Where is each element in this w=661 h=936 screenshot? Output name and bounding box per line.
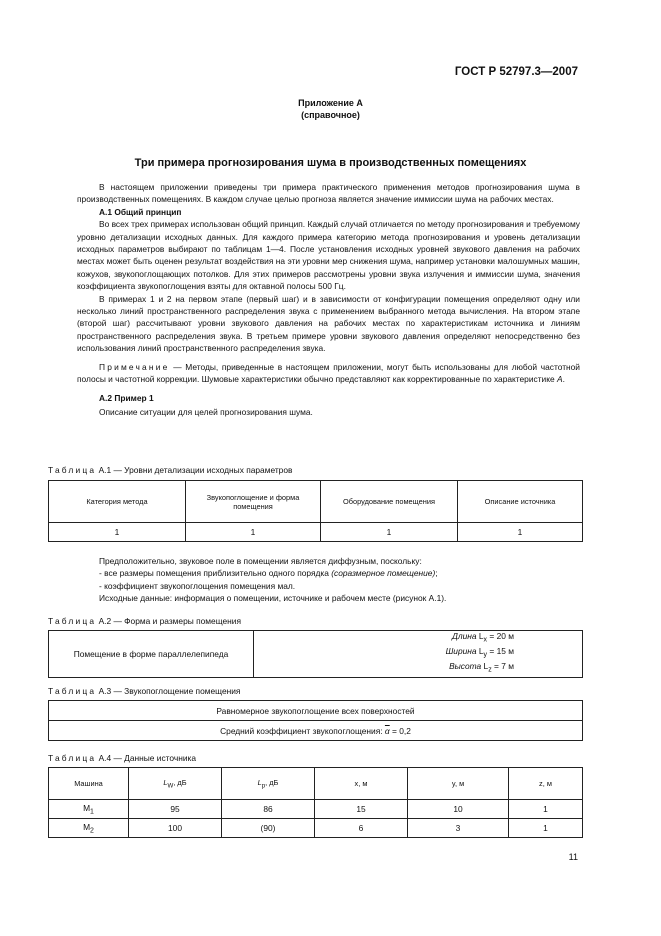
absorption-label: Средний коэффициент звукопоглощения: [220,725,383,736]
width-label: Ширина [445,646,477,657]
y-cell: 10 [408,800,509,819]
note-label: Примечание [99,361,170,372]
absorption-uniform-cell: Равномерное звукопоглощение всех поверхностей [49,701,583,721]
diffuse-line-2a: - все размеры помещения приблизительно одного порядка [99,568,332,579]
height-symbol: L [483,661,489,672]
length-label: Длина [452,631,477,641]
lp-symbol: L [257,777,262,787]
diffuse-line-2 [77,567,580,579]
diffuse-line-2c: ; [435,568,438,579]
length-symbol: L [478,631,484,641]
header-machine: Машина [49,768,129,800]
diffuse-text [77,555,580,605]
section-a1-heading: А.1 Общий принцип [99,206,182,217]
caption-text: А.3 — Звукопоглощение помещения [98,686,241,696]
length-subscript: x [483,636,488,644]
header-lw [129,768,222,800]
main-title: Три примера прогнозирования шума в производственных помещениях [134,157,527,169]
lw-cell: 100 [129,819,222,838]
body-text [77,181,580,418]
note-paragraph [77,361,580,386]
y-cell: 3 [408,819,509,838]
diffuse-line-4: Исходные данные: информация о помещении, источнике и рабочем месте (рисунок А.1). [99,593,447,604]
diffuse-line-1: Предположительно, звуковое поле в помещении является диффузным, поскольку: [99,556,422,566]
table-a1-cell: 1 [186,523,321,542]
table-row [49,800,583,819]
table-a1-header-cell: Категория метода [49,481,186,523]
section-a2-heading: А.2 Пример 1 [99,392,154,403]
table-a4-caption [48,753,196,763]
machine-symbol: M [83,802,91,813]
note-dot: . [562,374,565,385]
page-number: 11 [568,852,578,862]
table-a1 [48,480,583,542]
machine-cell [49,800,129,819]
header-lp [222,768,315,800]
z-cell: 1 [509,819,583,838]
header-y: y, м [408,768,509,800]
lw-symbol: L [163,777,168,787]
room-width [256,646,514,661]
lp-cell: (90) [222,819,315,838]
caption-text: А.2 — Форма и размеры помещения [98,616,241,626]
room-length [256,631,514,646]
a1-paragraph-1: Во всех трех примерах использован общий принцип. Каждый случай отличается по методу прогнозирования и требуемому уровню детализации исходных данных. Для каждого примера категорию метода прогнозирования и уровень детализации исходных параметров выбирают по таблицам 1—4. После установления исходных уровней звукового давления на рабочих местах может быть оценен результат воздействия на эти уровни мер снижения шума, например установки малошумных машин, кожухов, звукопоглощающих потолков. Для этих примеров рассмотрены уровни звука излучения и иммиссии шума, значения коэффициента звукопоглощения взяты для октавной полосы 500 Гц. [77,219,580,292]
table-a1-cell: 1 [49,523,186,542]
lp-subscript: p [261,782,266,790]
height-subscript: z [488,667,492,675]
table-a1-header-cell: Оборудование помещения [321,481,458,523]
table-a2-caption [48,616,241,626]
absorption-value: = 0,2 [389,725,411,736]
header-z: z, м [509,768,583,800]
caption-text: А.1 — Уровни детализации исходных параметров [98,465,293,475]
table-word: Таблица [48,616,97,626]
table-a3 [48,700,583,741]
appendix-subtitle: (справочное) [301,110,360,120]
a2-description: Описание ситуации для целей прогнозирования шума. [99,406,313,417]
alpha-symbol: $\overline{\alpha}$ [384,725,390,736]
room-shape-cell: Помещение в форме параллелепипеда [49,631,254,678]
document-code: ГОСТ Р 52797.3—2007 [454,66,578,78]
appendix-title: Приложение А [298,98,363,108]
diffuse-line-3: - коэффициент звукопоглощения помещения мал. [99,580,296,591]
table-a1-header-cell: Звукопоглощение и форма помещения [186,481,321,523]
diffuse-line-2b: (соразмерное помещение) [331,568,436,579]
length-value: = 20 м [487,631,514,641]
absorption-coefficient-cell [49,721,583,741]
table-word: Таблица [48,465,97,475]
z-cell: 1 [509,800,583,819]
room-height [256,661,514,676]
a1-paragraph-2: В примерах 1 и 2 на первом этапе (первый шаг) и в зависимости от конфигурации помещения определяют одну или несколько линий пространственного распределения звука с применением выбранного метода вычисления. На втором этапе (второй шаг) рассчитывают уровни звукового давления на рабочих местах по характеристикам источника и линиям пространственного распределения звука. В третьем примере уровни звукового давления определяют непосредственно без использования линий пространственного распределения звука. [77,293,580,354]
x-cell: 15 [315,800,408,819]
table-a3-caption [48,686,240,696]
header-x: x, м [315,768,408,800]
machine-cell [49,819,129,838]
table-a1-cell: 1 [321,523,458,542]
lp-unit: , дБ [265,777,279,787]
table-word: Таблица [48,686,97,696]
lp-cell: 86 [222,800,315,819]
width-subscript: y [483,651,488,659]
machine-subscript: 1 [90,808,94,816]
table-a1-header-cell: Описание источника [458,481,583,523]
lw-unit: , дБ [173,777,187,787]
lw-cell: 95 [129,800,222,819]
width-symbol: L [478,646,484,657]
height-value: = 7 м [491,661,514,672]
table-a2 [48,630,583,678]
caption-text: А.4 — Данные источника [98,753,197,763]
note-text: — Методы, приведенные в настоящем приложении, могут быть использованы для любой частотной полосы и частотной коррекции. Шумовые характеристики обычно представляют как корректированные по характеристике [77,361,580,385]
x-cell: 6 [315,819,408,838]
machine-subscript: 2 [90,827,94,835]
note-end: А [556,374,563,385]
room-dimensions-cell [254,631,583,678]
table-a1-cell: 1 [458,523,583,542]
machine-symbol: M [83,821,91,832]
table-a4 [48,767,583,838]
table-row [49,819,583,838]
height-label: Высота [449,661,482,672]
intro-paragraph: В настоящем приложении приведены три примера практического применения методов прогнозирования шума в производственных помещениях. В каждом случае целью прогноза является значение иммиссии шума на рабочих местах. [77,182,580,205]
width-value: = 15 м [487,646,514,657]
lw-subscript: W [167,782,174,790]
table-word: Таблица [48,753,97,763]
table-a1-caption [48,465,292,475]
